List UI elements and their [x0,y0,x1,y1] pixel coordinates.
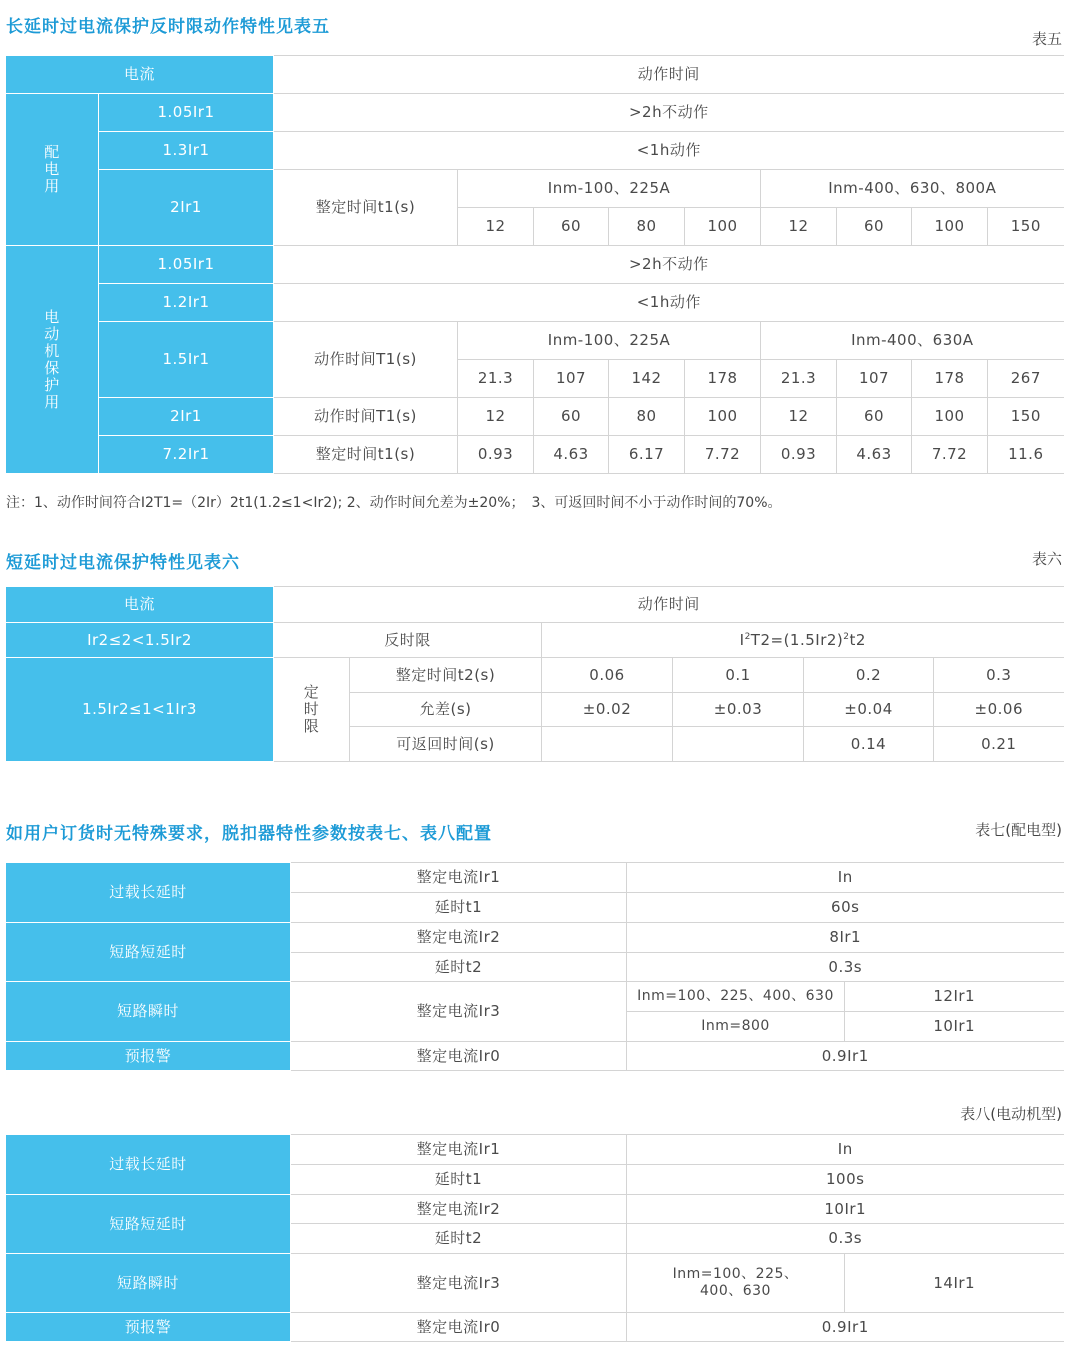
dist-value-2: <1h动作 [274,132,1064,170]
motor-current-2: 1.2Ir1 [99,284,274,322]
t7-value: 12Ir1 [845,982,1064,1012]
motor-current-1: 1.05Ir1 [99,246,274,284]
t6-current-1: Ir2≤2<1.5Ir2 [6,623,274,658]
header-action-time: 动作时间 [274,56,1064,94]
value-cell: 0.2 [804,658,934,693]
dist-current-2: 1.3Ir1 [99,132,274,170]
motor-value-1: >2h不动作 [274,246,1064,284]
t6-header-action-time: 动作时间 [274,587,1064,623]
t7-group-short-delay: 短路短延时 [6,923,291,982]
dist-current-3: 2Ir1 [99,170,274,246]
value-cell: 6.17 [609,436,685,474]
value-cell [542,727,673,762]
t7-value: In [627,863,1064,893]
table5 [5,55,1064,474]
motor-group-label: 电动机保护用 [6,246,99,474]
t7-param: 整定电流Ir3 [291,982,627,1042]
section-title-table5: 长延时过电流保护反时限动作特性见表五 [6,17,330,37]
table6-label: 表六 [1031,550,1062,568]
t6-formula: $I^2T2=(1.5Ir2)^2t2$ [542,623,1064,658]
dist-param-3: 整定时间t1(s) [274,170,458,246]
t8-group-overload: 过载长延时 [6,1135,291,1195]
section-title-table7: 如用户订货时无特殊要求，脱扣器特性参数按表七、表八配置 [6,824,492,844]
value-cell: 142 [609,360,685,398]
motor-group-a: Inm-100、225A [458,322,761,360]
t7-group-prealarm: 预报警 [6,1042,291,1071]
t6-param-1: 整定时间t2(s) [350,658,542,693]
value-cell: 4.63 [837,436,912,474]
value-cell: 12 [761,398,837,436]
table5-label: 表五 [1031,30,1062,48]
t8-value: 0.3s [627,1224,1064,1254]
value-cell: 21.3 [761,360,837,398]
t7-value: 8Ir1 [627,923,1064,953]
value-cell: ±0.04 [804,693,934,727]
t8-param: 整定电流Ir2 [291,1195,627,1224]
table5-note: 注：1、动作时间符合I2T1=（2Ir）2t1(1.2≤1<Ir2); 2、动作时间允差为±20%； 3、可返回时间不小于动作时间的70%。 [6,495,782,511]
t8-group-instant: 短路瞬时 [6,1254,291,1313]
value-cell: 100 [912,208,988,246]
t7-group-overload: 过载长延时 [6,863,291,923]
motor-current-5: 7.2Ir1 [99,436,274,474]
value-cell: 267 [988,360,1064,398]
value-cell: ±0.02 [542,693,673,727]
value-cell: 0.06 [542,658,673,693]
t7-param: 整定电流Ir0 [291,1042,627,1071]
t7-condition: Inm=800 [627,1012,845,1042]
t7-value: 60s [627,893,1064,923]
value-cell: 60 [534,398,609,436]
value-cell: 0.93 [761,436,837,474]
t8-group-prealarm: 预报警 [6,1313,291,1342]
t7-param: 延时t1 [291,893,627,923]
motor-param-3: 动作时间T1(s) [274,322,458,398]
value-cell: 0.14 [804,727,934,762]
value-cell: 7.72 [912,436,988,474]
value-cell: 107 [534,360,609,398]
value-cell: 0.1 [673,658,804,693]
t8-param: 整定电流Ir3 [291,1254,627,1313]
t8-value: 14Ir1 [845,1254,1064,1313]
dist-group-b: Inm-400、630、800A [761,170,1064,208]
t8-param: 整定电流Ir1 [291,1135,627,1165]
value-cell: 0.93 [458,436,534,474]
t6-kind-inverse: 反时限 [274,623,542,658]
value-cell: 60 [534,208,609,246]
table7 [5,862,1064,1071]
value-cell: 178 [685,360,761,398]
t7-param: 延时t2 [291,953,627,982]
t8-value: 0.9Ir1 [627,1313,1064,1342]
value-cell: 178 [912,360,988,398]
t8-condition: Inm=100、225、400、630 [627,1254,845,1313]
value-cell: 0.3 [934,658,1064,693]
motor-param-5: 整定时间t1(s) [274,436,458,474]
table6 [5,586,1064,762]
motor-current-4: 2Ir1 [99,398,274,436]
value-cell: 100 [912,398,988,436]
value-cell: 80 [609,398,685,436]
table8 [5,1134,1064,1342]
value-cell: 21.3 [458,360,534,398]
t8-param: 延时t1 [291,1165,627,1195]
value-cell: 12 [458,208,534,246]
value-cell: 11.6 [988,436,1064,474]
dist-current-1: 1.05Ir1 [99,94,274,132]
value-cell: 150 [988,208,1064,246]
value-cell: 60 [837,398,912,436]
t7-param: 整定电流Ir1 [291,863,627,893]
value-cell: 100 [685,208,761,246]
table7-label: 表七(配电型) [975,821,1062,839]
value-cell [673,727,804,762]
t8-value: In [627,1135,1064,1165]
t6-param-2: 允差(s) [350,693,542,727]
t7-value: 0.9Ir1 [627,1042,1064,1071]
table8-label: 表八(电动机型) [960,1105,1062,1123]
value-cell: 0.21 [934,727,1064,762]
t6-header-current: 电流 [6,587,274,623]
t8-group-short-delay: 短路短延时 [6,1195,291,1254]
section-title-table6: 短延时过电流保护特性见表六 [6,553,240,573]
t7-condition: Inm=100、225、400、630 [627,982,845,1012]
value-cell: 100 [685,398,761,436]
value-cell: 80 [609,208,685,246]
value-cell: ±0.03 [673,693,804,727]
t6-kind-definite: 定时限 [274,658,350,762]
motor-group-b: Inm-400、630A [761,322,1064,360]
value-cell: 12 [458,398,534,436]
distribution-group-label: 配电用 [6,94,99,246]
value-cell: ±0.06 [934,693,1064,727]
t8-value: 10Ir1 [627,1195,1064,1224]
value-cell: 150 [988,398,1064,436]
t7-param: 整定电流Ir2 [291,923,627,953]
t7-group-instant: 短路瞬时 [6,982,291,1042]
t8-param: 延时t2 [291,1224,627,1254]
header-current: 电流 [6,56,274,94]
value-cell: 107 [837,360,912,398]
motor-value-2: <1h动作 [274,284,1064,322]
value-cell: 12 [761,208,837,246]
t6-param-3: 可返回时间(s) [350,727,542,762]
t6-current-2: 1.5Ir2≤1<1Ir3 [6,658,274,762]
t8-param: 整定电流Ir0 [291,1313,627,1342]
t8-value: 100s [627,1165,1064,1195]
t7-value: 0.3s [627,953,1064,982]
dist-group-a: Inm-100、225A [458,170,761,208]
motor-param-4: 动作时间T1(s) [274,398,458,436]
value-cell: 60 [837,208,912,246]
value-cell: 7.72 [685,436,761,474]
dist-value-1: >2h不动作 [274,94,1064,132]
value-cell: 4.63 [534,436,609,474]
t7-value: 10Ir1 [845,1012,1064,1042]
motor-current-3: 1.5Ir1 [99,322,274,398]
